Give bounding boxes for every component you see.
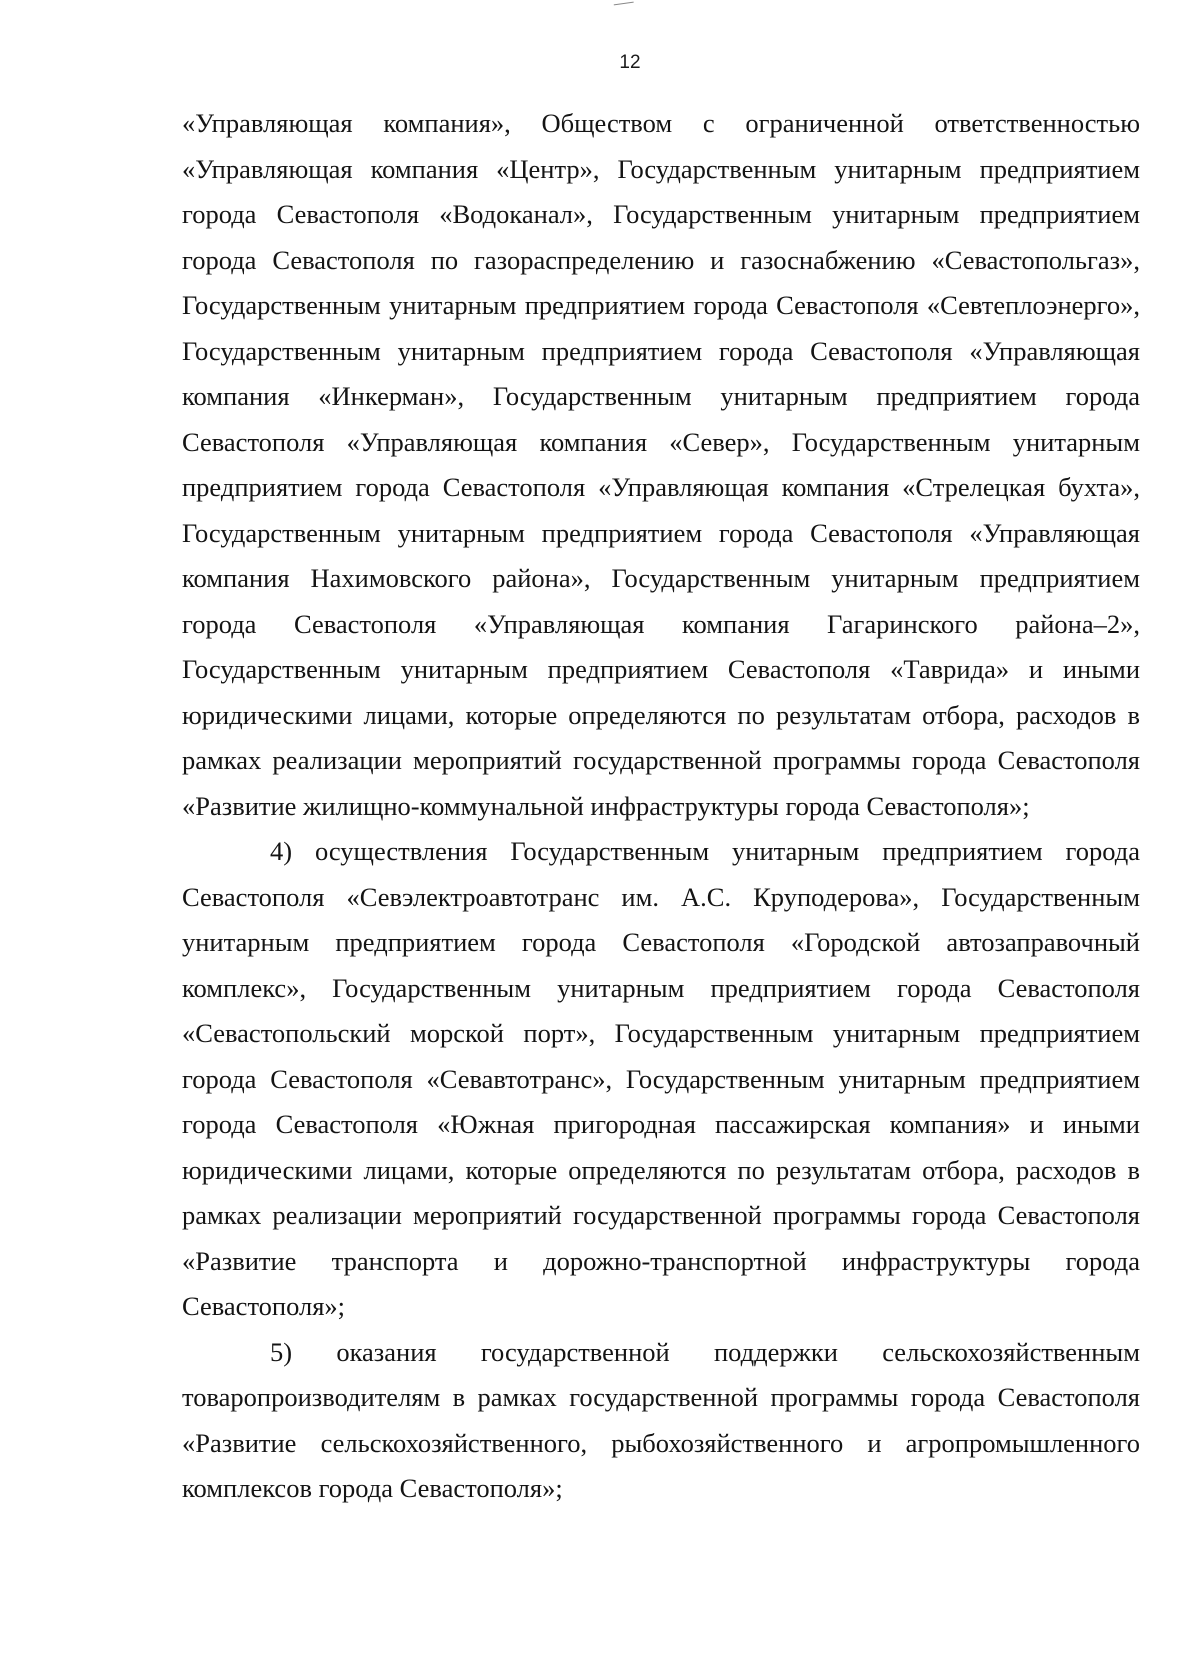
page-number: 12 xyxy=(619,52,641,73)
paragraph-item-4: 4) осуществления Государственным унитарным предприятием города Севастополя «Севэлектроавтотранс им. А.С. Круподерова», Государственным унитарным предприятием города Севастополя «Городской автозаправочный комплекс», Государственным унитарным предприятием города Севастополя «Севастопольский морской порт», Государственным унитарным предприятием города Севастополя «Севавтотранс», Государственным унитарным предприятием города Севастополя «Южная пригородная пассажирская компания» и иными юридическими лицами, которые определяются по результатам отбора, расходов в рамках реализации мероприятий государственной программы города Севастополя «Развитие транспорта и дорожно-транспортной инфраструктуры города Севастополя»; xyxy=(182,836,1140,1321)
paragraph-item-5: 5) оказания государственной поддержки сельскохозяйственным товаропроизводителям в рамках государственной программы города Севастополя «Развитие сельскохозяйственного, рыбохозяйственного и агропромышленного комплексов города Севастополя»; xyxy=(182,1336,1140,1503)
document-body xyxy=(182,101,1140,1512)
paragraph-continuation: «Управляющая компания», Обществом с ограниченной ответственностью «Управляющая компания «Центр», Государственным унитарным предприятием города Севастополя «Водоканал», Государственным унитарным предприятием города Севастополя по газораспределению и газоснабжению «Севастопольгаз», Государственным унитарным предприятием города Севастополя «Севтеплоэнерго», Государственным унитарным предприятием города Севастополя «Управляющая компания «Инкерман», Государственным унитарным предприятием города Севастополя «Управляющая компания «Север», Государственным унитарным предприятием города Севастополя «Управляющая компания «Стрелецкая бухта», Государственным унитарным предприятием города Севастополя «Управляющая компания Нахимовского района», Государственным унитарным предприятием города Севастополя «Управляющая компания Гагаринского района–2», Государственным унитарным предприятием Севастополя «Таврида» и иными юридическими лицами, которые определяются по результатам отбора, расходов в рамках реализации мероприятий государственной программы города Севастополя «Развитие жилищно-коммунальной инфраструктуры города Севастополя»; xyxy=(182,108,1140,821)
scan-mark xyxy=(614,2,635,10)
